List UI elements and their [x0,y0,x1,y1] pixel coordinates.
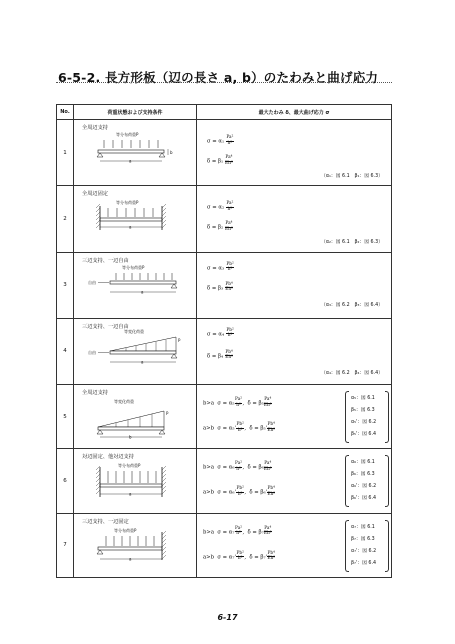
formula-cell [197,252,392,318]
plate-load-diagram [86,397,186,441]
load-condition-cell [74,186,197,252]
stress-formula: σ = α₄ $\frac{\text{Pb²}}{\text{h²}}$ [207,327,234,339]
figure-reference: （α₄：図 6.2 β₄：図 6.4） [321,370,383,376]
figure-reference: （α₃：図 6.2 β₃：図 6.4） [321,302,383,308]
dim-a-label: a [129,224,132,230]
load-condition-cell [74,449,197,513]
dim-a-label: a [141,359,144,365]
table-header-row [57,105,392,120]
table-row [57,513,392,577]
plate-load-diagram [86,526,186,570]
stress-formula: σ = α₂ $\frac{\text{Pa²}}{\text{h²}}$ [207,201,234,212]
dim-b-label: b [129,434,132,440]
load-condition-cell [74,120,197,186]
load-condition-cell [74,318,197,384]
dim-a-label: a [129,556,132,562]
support-condition-label: 三辺支持、一辺固定 [82,518,129,525]
condition-formula-1: b>a σ = α₅ $\frac{\text{Pa²}}{\text{h²}}$ , δ = β₅ $\frac{\text{Pa⁴}}{\text{Eh³}}$ [203,397,272,408]
plate-formula-table [56,104,392,578]
figure-reference: （α₂：図 6.1 β₂：図 6.3） [321,240,383,246]
load-label: 等分布荷重P [122,264,145,270]
free-edge-label: 自由 [88,349,96,355]
deflection-formula: δ = β₁ $\frac{\text{Pa⁴}}{\text{Eh³}}$ [207,155,233,166]
formula-cell [197,186,392,252]
table-row [57,385,392,449]
support-condition-label: 三辺支持、一辺自由 [82,257,129,264]
load-label: 等分布荷重P [116,200,139,206]
condition-formula-1: b>a σ = α₇ $\frac{\text{Pa²}}{\text{h²}}$ , δ = β₇ $\frac{\text{Pa⁴}}{\text{Eh³}}$ [203,525,272,537]
page-number: 6-17 [217,613,238,622]
stress-formula: σ = α₁ $\frac{\text{Pa²}}{\text{h²}}$ [207,135,234,146]
support-condition-label: 全周辺支持 [82,390,108,397]
figure-reference-group: α₅：図 6.1 β₅：図 6.3 α₅'：図 6.2 β₅'：図 6.4 [345,391,389,441]
dim-a-label: a [141,289,144,295]
free-edge-label: 自由 [88,279,96,285]
load-condition-cell [74,252,197,318]
table-row [57,318,392,384]
row-number: 3 [57,252,74,318]
row-number: 6 [57,449,74,513]
deflection-formula: δ = β₃ $\frac{\text{Pb⁴}}{\text{Eh³}}$ [207,281,233,293]
plate-load-diagram [86,265,186,309]
load-label: 等分布荷重P [114,527,137,533]
dim-a-label: a [129,491,132,497]
dim-a-label: a [129,158,132,164]
table-row [57,120,392,186]
formula-cell [197,318,392,384]
deflection-formula: δ = β₄ $\frac{\text{Pb⁴}}{\text{Eh³}}$ [207,349,233,361]
table-row [57,186,392,252]
stress-formula: σ = α₃ $\frac{\text{Pb²}}{\text{h²}}$ [207,261,234,273]
formula-cell [197,385,392,449]
support-condition-label: 三辺支持、一辺自由 [82,323,129,330]
row-number: 5 [57,385,74,449]
plate-load-diagram [86,132,186,176]
header-condition: 荷重状態および支持条件 [74,105,197,120]
deflection-formula: δ = β₂ $\frac{\text{Pa⁴}}{\text{Eh³}}$ [207,221,233,232]
load-label: 等変化荷重 [114,399,134,405]
formula-cell [197,120,392,186]
row-number: 2 [57,186,74,252]
condition-formula-1: b>a σ = α₆ $\frac{\text{Pa²}}{\text{h²}}$ , δ = β₆ $\frac{\text{Pa⁴}}{\text{Eh³}}$ [203,461,272,472]
support-condition-label: 対辺固定、他対辺支持 [82,454,134,461]
row-number: 7 [57,513,74,577]
row-number: 1 [57,120,74,186]
figure-reference: （α₁：図 6.1 β₁：図 6.3） [321,174,383,180]
plate-load-diagram [86,198,186,242]
header-formula: 最大たわみ δ、最大曲げ応力 σ [197,105,392,120]
formula-cell [197,449,392,513]
title-underline [56,82,392,83]
formula-cell [197,513,392,577]
table-row [57,252,392,318]
support-condition-label: 全周辺固定 [82,191,108,198]
load-p-label: P [178,337,181,343]
header-no: No. [57,105,74,120]
condition-formula-2: a>b σ = α₅' $\frac{\text{Pb²}}{\text{h²}}$ , δ = β₅' $\frac{\text{Pb⁴}}{\text{Eh³}}$ [203,422,276,433]
figure-reference-group: α₆：図 6.1 β₆：図 6.3 α₆'：図 6.2 β₆'：図 6.4 [345,455,389,505]
condition-formula-2: a>b σ = α₆' $\frac{\text{Pb²}}{\text{h²}}$ , δ = β₆' $\frac{\text{Pb⁴}}{\text{Eh³}}$ [203,486,276,497]
support-condition-label: 全周辺支持 [82,125,108,132]
table-row [57,449,392,513]
row-number: 4 [57,318,74,384]
figure-reference-group: α₇：図 6.1 β₇：図 6.3 α₇'：図 6.2 β₇'：図 6.4 [345,520,389,570]
load-label: 等変化荷重 [124,328,144,334]
load-condition-cell [74,513,197,577]
load-label: 等分布荷重P [118,463,141,469]
condition-formula-2: a>b σ = α₇' $\frac{\text{Pb²}}{\text{h²}}$ , δ = β₇' $\frac{\text{Pb⁴}}{\text{Eh³}}$ [203,550,276,562]
plate-load-diagram [86,328,186,375]
load-p-label: P [166,411,169,417]
dim-b-label: b [170,150,173,156]
page-title: 6-5-2. 長方形板（辺の長さ a, b）のたわみと曲げ応力 [58,70,379,85]
plate-load-diagram [86,461,186,505]
load-label: 等分布荷重P [116,132,139,138]
load-condition-cell [74,385,197,449]
